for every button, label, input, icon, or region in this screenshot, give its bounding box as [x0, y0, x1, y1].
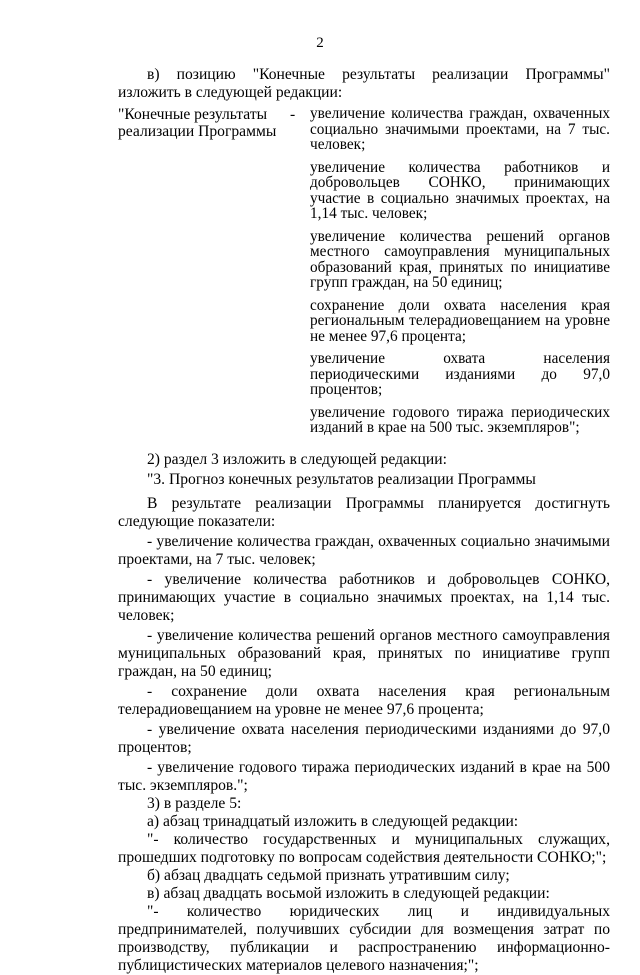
results-list — [310, 106, 610, 443]
results-item: увеличение годового тиража периодических изданий в крае на 500 тыс. экземпляров"; — [310, 403, 610, 436]
paragraph: 3) в разделе 5: — [147, 794, 242, 812]
section-heading: "3. Прогноз конечных результатов реализации Программы — [147, 470, 536, 488]
document-body — [118, 66, 610, 975]
results-item: увеличение количества граждан, охваченных социально значимыми проектами, на 7 тыс. человек; — [310, 105, 610, 153]
results-label: "Конечные результаты реализации Программы — [118, 106, 277, 140]
page-number: 2 — [316, 35, 324, 51]
list-item: - увеличение количества граждан, охваченных социально значимыми проектами, на 7 тыс. человек; — [118, 532, 610, 568]
paragraph: а) абзац тринадцатый изложить в следующей редакции: — [147, 812, 519, 830]
intro-paragraph: в) позицию "Конечные результаты реализации Программы" изложить в следующей редакции: — [118, 66, 610, 101]
paragraph: 2) раздел 3 изложить в следующей редакции: — [147, 450, 447, 468]
paragraph: "- количество юридических лиц и индивидуальных предпринимателей, получивших субсидии для возмещения затрат по производству, публикации и распространению информационно-публицистических материалов целевого назначения;"; — [118, 902, 610, 974]
list-item: - увеличение годового тиража периодических изданий в крае на 500 тыс. экземпляров."; — [118, 758, 610, 794]
paragraph: в) абзац двадцать восьмой изложить в следующей редакции: — [147, 884, 550, 902]
results-item: увеличение охвата населения периодическими изданиями до 97,0 процентов; — [310, 350, 610, 398]
list-item: - увеличение охвата населения периодическими изданиями до 97,0 процентов; — [118, 720, 610, 756]
results-item: увеличение количества работников и добровольцев СОНКО, принимающих участие в социально значимых проектах, на 1,14 тыс. человек; — [310, 158, 610, 222]
list-item: - сохранение доли охвата населения края региональным телерадиовещанием на уровне не менее 97,6 процента; — [118, 682, 610, 718]
results-item: сохранение доли охвата населения края региональным телерадиовещанием на уровне не менее 97,6 процента; — [310, 296, 610, 345]
paragraph: "- количество государственных и муниципальных служащих, прошедших подготовку по вопросам содействия деятельности СОНКО;"; — [118, 830, 610, 866]
paragraph: б) абзац двадцать седьмой признать утратившим силу; — [147, 866, 510, 884]
results-table — [118, 106, 610, 443]
results-dash: - — [290, 106, 296, 123]
list-item: - увеличение количества решений органов местного самоуправления муниципальных образований края, принятых по инициативе групп граждан, на 50 единиц; — [118, 626, 610, 680]
list-item: - увеличение количества работников и добровольцев СОНКО, принимающих участие в социально значимых проектах, на 1,14 тыс. человек; — [118, 570, 610, 624]
paragraph: В результате реализации Программы планируется достигнуть следующие показатели: — [118, 494, 610, 530]
results-item: увеличение количества решений органов местного самоуправления муниципальных образований края, принятых по инициативе групп граждан, на 50 единиц; — [310, 227, 610, 291]
